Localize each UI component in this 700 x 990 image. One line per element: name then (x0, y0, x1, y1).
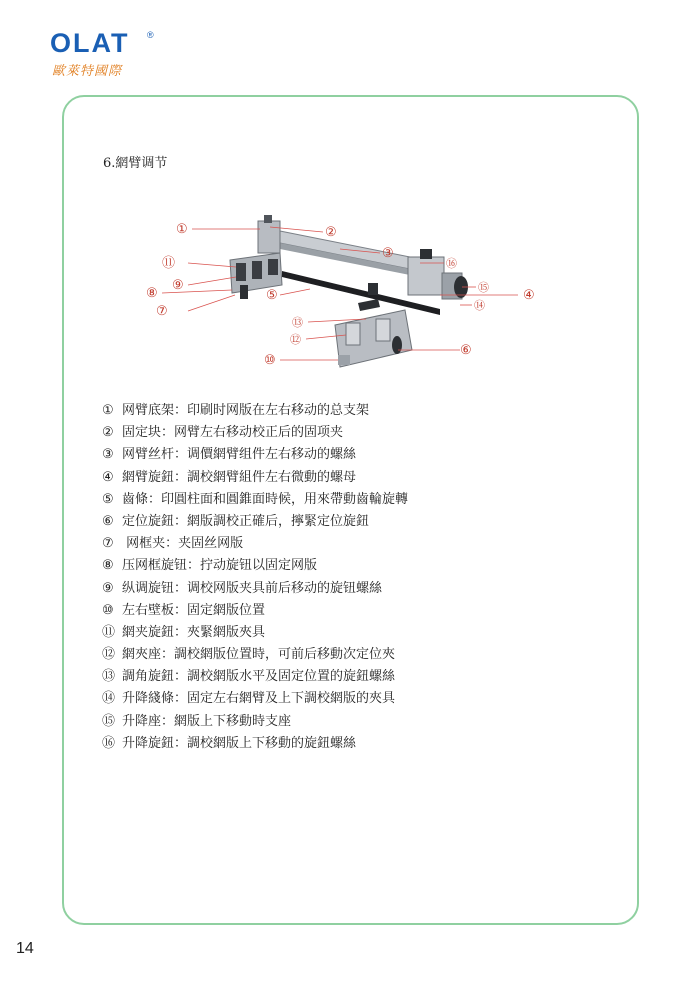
part-number: ⑫ (102, 647, 116, 663)
part-description: 調角旋鈕：調校網版水平及固定位置的旋鈕螺絲 (122, 669, 396, 685)
part-item-9 (102, 578, 408, 600)
part-description: 网框夹：夹固丝网版 (122, 536, 244, 552)
part-description: 網夾座：調校網版位置時，可前后移動次定位夾 (122, 647, 396, 663)
part-number: ⑥ (102, 513, 114, 529)
part-description: 网臂丝杆：调價網臂组件左右移动的螺絲 (122, 447, 357, 463)
part-item-4 (102, 467, 408, 489)
part-item-5 (102, 489, 408, 511)
part-number: ⑮ (102, 713, 116, 729)
callout-13: ⑬ (292, 316, 303, 329)
part-description: 左右壁板：固定網版位置 (122, 602, 266, 618)
part-description: 定位旋鈕：網版調校正確后，擰緊定位旋鈕 (122, 513, 370, 529)
brand-name: OLAT (50, 28, 130, 58)
registered-mark: ® (147, 30, 154, 40)
section-title: 6.網臂调节 (103, 156, 168, 171)
part-item-12 (102, 644, 408, 666)
callout-7: ⑦ (156, 304, 168, 319)
part-item-8 (102, 555, 408, 577)
part-item-15 (102, 711, 408, 733)
callout-10: ⑩ (264, 353, 276, 368)
part-number: ⑬ (102, 669, 116, 685)
part-item-2 (102, 422, 408, 444)
part-description: 網臂旋鈕：調校網臂組件左右微動的螺母 (122, 469, 357, 485)
part-number: ⑯ (102, 735, 116, 751)
part-number: ⑤ (102, 491, 114, 507)
brand-logo (50, 28, 170, 80)
part-item-14 (102, 688, 408, 710)
part-description: 齒條：印圓柱面和圓錐面時候，用來帶動齒輪旋轉 (122, 491, 409, 507)
part-description: 固定块：网臂左右移动校正后的固项夹 (122, 425, 344, 441)
callout-4: ④ (523, 288, 535, 303)
part-item-11 (102, 622, 408, 644)
callout-9: ⑨ (172, 278, 184, 293)
callout-12: ⑫ (290, 333, 301, 346)
part-number: ③ (102, 447, 114, 463)
callout-14: ⑭ (474, 299, 485, 312)
part-number: ⑨ (102, 580, 114, 596)
part-description: 纵调旋钮：调校网版夹具前后移动的旋钮螺絲 (122, 580, 383, 596)
part-number: ① (102, 403, 114, 418)
callout-8: ⑧ (146, 286, 158, 301)
part-description: 升降座：網版上下移動時支座 (122, 713, 292, 729)
callout-6: ⑥ (460, 343, 472, 358)
part-number: ④ (102, 469, 114, 485)
part-description: 升降綫條：固定左右網臂及上下調校網版的夾具 (122, 691, 396, 707)
part-item-7 (102, 533, 408, 555)
page-number: 14 (16, 940, 34, 957)
part-number: ⑧ (102, 558, 114, 574)
callout-15: ⑮ (478, 281, 489, 294)
brand-chinese-name: 歐萊特國際 (52, 64, 123, 79)
part-number: ⑩ (102, 602, 114, 618)
part-number: ⑦ (102, 536, 114, 552)
part-item-6 (102, 511, 408, 533)
callout-2: ② (325, 225, 337, 240)
callout-5: ⑤ (266, 288, 278, 303)
part-item-13 (102, 666, 408, 688)
part-number: ⑪ (102, 624, 116, 640)
callout-11: ⑪ (162, 256, 176, 271)
part-item-3 (102, 444, 408, 466)
machine-arm-photo (140, 205, 560, 380)
part-description: 網夹旋鈕：夾緊網版夾具 (122, 624, 266, 640)
callout-3: ③ (382, 246, 394, 261)
part-item-10 (102, 600, 408, 622)
callout-1: ① (176, 222, 188, 237)
parts-list (102, 400, 408, 755)
part-item-1 (102, 400, 408, 422)
part-number: ② (102, 425, 114, 441)
callout-16: ⑯ (446, 257, 457, 270)
part-item-16 (102, 733, 408, 755)
part-description: 升降旋鈕：調校網版上下移動的旋鈕螺絲 (122, 735, 357, 751)
part-description: 网臂底架：印刷时网版在左右移动的总支架 (122, 403, 370, 418)
part-description: 压网框旋钮：拧动旋钮以固定网版 (122, 558, 318, 574)
part-number: ⑭ (102, 691, 116, 707)
